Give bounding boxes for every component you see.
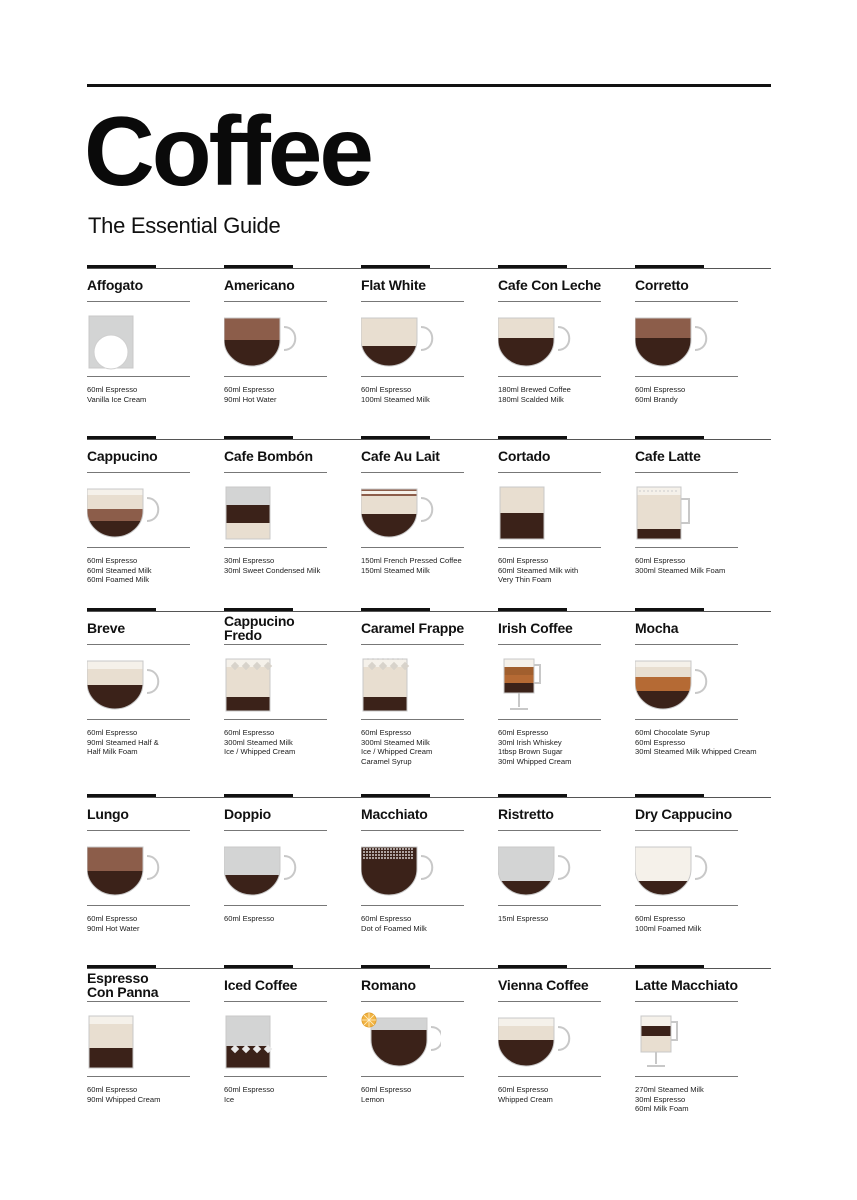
card-rule	[224, 376, 327, 377]
card-tab	[361, 608, 430, 611]
ingredient-line: 60ml Milk Foam	[635, 1104, 689, 1114]
ingredient-list	[635, 385, 775, 404]
card-rule	[361, 547, 464, 548]
drink-card	[87, 611, 224, 791]
drink-name: Cortado	[498, 448, 551, 464]
drink-name: Cafe Latte	[635, 448, 701, 464]
ingredient-line: 60ml Espresso	[498, 556, 549, 565]
card-rule	[498, 301, 601, 302]
ingredient-line: 30ml Steamed Milk Whipped Cream	[635, 747, 757, 757]
ingredient-list	[224, 728, 364, 757]
latte-macchiato-glass-icon	[635, 1010, 715, 1074]
ingredient-line: 150ml French Pressed Coffee	[361, 556, 462, 565]
drink-card	[224, 968, 361, 1148]
card-rule	[635, 301, 738, 302]
drink-name: Affogato	[87, 277, 143, 293]
drink-card	[361, 611, 498, 791]
iced-coffee-glass-icon	[224, 1010, 304, 1074]
ingredient-line: Half Milk Foam	[87, 747, 138, 757]
ingredient-line: 180ml Brewed Coffee	[498, 385, 571, 394]
card-rule	[224, 905, 327, 906]
drink-name: Cafe Con Leche	[498, 277, 601, 293]
card-rule	[87, 301, 190, 302]
ingredient-line: 60ml Espresso	[361, 914, 412, 923]
ingredient-list	[635, 1085, 775, 1114]
drink-name: Latte Macchiato	[635, 977, 738, 993]
ingredient-line: Very Thin Foam	[498, 575, 552, 585]
card-rule	[635, 547, 738, 548]
card-rule	[635, 719, 738, 720]
cafe-latte-mug-icon	[635, 481, 715, 545]
ingredient-line: 60ml Espresso	[224, 1085, 275, 1094]
card-rule	[361, 644, 464, 645]
drink-card	[635, 268, 772, 448]
drink-name: Macchiato	[361, 806, 428, 822]
espresso-con-panna-glass-icon	[87, 1010, 167, 1074]
ingredient-line: 150ml Steamed Milk	[361, 565, 430, 575]
ingredient-line: 100ml Steamed Milk	[361, 394, 430, 404]
ingredient-line: 180ml Scalded Milk	[498, 394, 564, 404]
card-tab	[224, 436, 293, 439]
drink-name: Mocha	[635, 620, 679, 636]
ingredient-list	[361, 728, 501, 766]
card-rule	[87, 472, 190, 473]
card-tab	[361, 436, 430, 439]
card-rule	[224, 830, 327, 831]
drink-card	[635, 968, 772, 1148]
card-tab	[87, 436, 156, 439]
card-tab	[498, 436, 567, 439]
card-rule	[635, 1001, 738, 1002]
ingredient-line: Ice	[224, 1094, 235, 1104]
drink-card	[498, 439, 635, 619]
mocha-cup-icon	[635, 653, 715, 717]
card-rule	[87, 644, 190, 645]
corretto-cup-icon	[635, 310, 715, 374]
ingredient-list	[635, 728, 775, 757]
ingredient-list	[498, 385, 638, 404]
drink-name: Doppio	[224, 806, 272, 822]
card-rule	[361, 830, 464, 831]
drink-name: Caramel Frappe	[361, 620, 465, 636]
card-rule	[87, 905, 190, 906]
ingredient-list	[498, 1085, 638, 1104]
drink-name: Ristretto	[498, 806, 554, 822]
ingredient-list	[361, 914, 501, 933]
drink-name: Flat White	[361, 277, 426, 293]
card-rule	[498, 547, 601, 548]
affogato-glass-icon	[87, 310, 167, 374]
card-rule	[87, 1001, 190, 1002]
ingredient-line: 60ml Espresso	[498, 728, 549, 737]
card-rule	[498, 376, 601, 377]
drink-card	[361, 439, 498, 619]
card-rule	[224, 472, 327, 473]
drink-card	[224, 439, 361, 619]
ingredient-line: 15ml Espresso	[498, 914, 549, 923]
cafe-con-leche-cup-icon	[498, 310, 578, 374]
drink-card	[224, 268, 361, 448]
card-tab	[87, 265, 156, 268]
vienna-coffee-cup-icon	[498, 1010, 578, 1074]
card-rule	[87, 719, 190, 720]
drink-name: Lungo	[87, 806, 129, 822]
ingredient-line: Ice / Whipped Cream	[224, 747, 296, 757]
ingredient-list	[361, 556, 501, 575]
ingredient-list	[224, 385, 364, 404]
breve-cup-icon	[87, 653, 167, 717]
ingredient-line: 60ml Espresso	[635, 385, 686, 394]
ingredient-line: 30ml Sweet Condensed Milk	[224, 565, 321, 575]
ingredient-line: 30ml Espresso	[224, 556, 275, 565]
card-tab	[635, 265, 704, 268]
card-rule	[498, 1076, 601, 1077]
drink-card	[224, 797, 361, 977]
ingredient-line: 90ml Hot Water	[87, 923, 140, 933]
card-rule	[498, 1001, 601, 1002]
cappucino-fredo-glass-icon	[224, 653, 304, 717]
ingredient-line: 60ml Chocolate Syrup	[635, 728, 710, 737]
ingredient-list	[87, 728, 227, 757]
ingredient-line: 60ml Espresso	[87, 385, 138, 394]
flat-white-cup-icon	[361, 310, 441, 374]
card-rule	[87, 830, 190, 831]
drink-card	[498, 968, 635, 1148]
page-subtitle: The Essential Guide	[88, 213, 281, 238]
card-tab	[87, 965, 156, 968]
drink-name: Americano	[224, 277, 295, 293]
ingredient-line: Ice / Whipped Cream	[361, 747, 433, 757]
caramel-frappe-glass-icon	[361, 653, 441, 717]
ingredient-line: 100ml Foamed Milk	[635, 923, 702, 933]
ingredient-line: 300ml Steamed Milk Foam	[635, 565, 726, 575]
card-rule	[224, 719, 327, 720]
drink-name: Cafe Au Lait	[361, 448, 440, 464]
ingredient-line: 60ml Espresso	[635, 914, 686, 923]
ingredient-line: 90ml Whipped Cream	[87, 1094, 161, 1104]
ingredient-line: Whipped Cream	[498, 1094, 553, 1104]
card-rule	[498, 905, 601, 906]
cortado-glass-icon	[498, 481, 578, 545]
ingredient-line: Caramel Syrup	[361, 756, 412, 766]
ingredient-line: 300ml Steamed Milk	[224, 737, 293, 747]
ingredient-line: Dot of Foamed Milk	[361, 923, 427, 933]
card-rule	[361, 719, 464, 720]
card-tab	[635, 436, 704, 439]
card-tab	[635, 794, 704, 797]
ingredient-line: 60ml Espresso	[224, 914, 275, 923]
card-tab	[224, 965, 293, 968]
card-rule	[87, 1076, 190, 1077]
ingredient-line: 60ml Espresso	[224, 385, 275, 394]
drink-name: Breve	[87, 620, 125, 636]
ingredient-line: 60ml Espresso	[87, 556, 138, 565]
card-tab	[87, 608, 156, 611]
ingredient-list	[87, 1085, 227, 1104]
card-rule	[635, 376, 738, 377]
page-title: Coffee	[84, 96, 371, 206]
card-tab	[87, 794, 156, 797]
drink-card	[224, 611, 361, 791]
drink-name: Irish Coffee	[498, 620, 573, 636]
drink-card	[361, 268, 498, 448]
card-rule	[224, 547, 327, 548]
card-tab	[635, 965, 704, 968]
ingredient-list	[498, 556, 638, 585]
ingredient-line: 270ml Steamed Milk	[635, 1085, 704, 1094]
card-rule	[498, 719, 601, 720]
ingredient-line: 60ml Espresso	[361, 1085, 412, 1094]
card-rule	[498, 472, 601, 473]
ingredient-list	[224, 914, 364, 924]
ingredient-list	[361, 385, 501, 404]
drink-card	[87, 439, 224, 619]
ingredient-list	[224, 1085, 364, 1104]
card-rule	[224, 1001, 327, 1002]
ingredient-line: 30ml Irish Whiskey	[498, 737, 562, 747]
top-rule	[87, 84, 771, 87]
card-rule	[635, 472, 738, 473]
ingredient-line: 90ml Steamed Half &	[87, 737, 159, 747]
card-tab	[224, 794, 293, 797]
drink-name: Cafe Bombón	[224, 448, 313, 464]
ingredient-line: 60ml Espresso	[498, 1085, 549, 1094]
drink-name: Vienna Coffee	[498, 977, 589, 993]
ingredient-list	[87, 385, 227, 404]
card-rule	[361, 376, 464, 377]
ingredient-line: 60ml Brandy	[635, 394, 678, 404]
drink-name: Cappucino	[87, 448, 158, 464]
drink-card	[635, 611, 772, 791]
ingredient-line: 60ml Espresso	[635, 556, 686, 565]
ingredient-line: Lemon	[361, 1094, 385, 1104]
ristretto-cup-icon	[498, 839, 578, 903]
romano-cup-icon	[361, 1010, 441, 1074]
drink-name: Romano	[361, 977, 416, 993]
ingredient-line: 60ml Espresso	[361, 728, 412, 737]
ingredient-line: 60ml Espresso	[87, 728, 138, 737]
card-rule	[635, 905, 738, 906]
card-tab	[498, 608, 567, 611]
drink-card	[635, 797, 772, 977]
drink-card	[361, 968, 498, 1148]
ingredient-list	[224, 556, 364, 575]
ingredient-line: Vanilla Ice Cream	[87, 394, 147, 404]
drink-name: Dry Cappucino	[635, 806, 732, 822]
card-rule	[635, 830, 738, 831]
card-rule	[87, 376, 190, 377]
ingredient-line: 30ml Whipped Cream	[498, 756, 572, 766]
drink-name: Cappucino Fredo	[224, 613, 295, 643]
card-rule	[635, 1076, 738, 1077]
card-tab	[498, 265, 567, 268]
card-tab	[361, 965, 430, 968]
ingredient-list	[361, 1085, 501, 1104]
ingredient-line: 1tbsp Brown Sugar	[498, 747, 563, 757]
dry-cappucino-cup-icon	[635, 839, 715, 903]
card-tab	[224, 265, 293, 268]
ingredient-line: 60ml Steamed Milk with	[498, 565, 579, 575]
card-tab	[361, 794, 430, 797]
ingredient-list	[498, 914, 638, 924]
cafe-bombon-glass-icon	[224, 481, 304, 545]
drink-name: Espresso Con Panna	[87, 970, 159, 1000]
macchiato-cup-icon	[361, 839, 441, 903]
card-rule	[224, 301, 327, 302]
americano-cup-icon	[224, 310, 304, 374]
ingredient-line: 60ml Espresso	[361, 385, 412, 394]
ingredient-list	[498, 728, 638, 766]
ingredient-line: 60ml Espresso	[635, 737, 686, 747]
ingredient-line: 90ml Hot Water	[224, 394, 277, 404]
card-tab	[635, 608, 704, 611]
ingredient-line: 30ml Espresso	[635, 1094, 686, 1104]
cappucino-cup-icon	[87, 481, 167, 545]
ingredient-list	[635, 914, 775, 933]
card-tab	[498, 965, 567, 968]
irish-coffee-glass-icon	[498, 653, 578, 717]
card-tab	[498, 794, 567, 797]
doppio-cup-icon	[224, 839, 304, 903]
ingredient-line: 60ml Espresso	[87, 1085, 138, 1094]
drink-card	[498, 268, 635, 448]
card-rule	[361, 472, 464, 473]
drink-card	[87, 268, 224, 448]
cafe-au-lait-cup-icon	[361, 481, 441, 545]
ingredient-line: 60ml Foamed Milk	[87, 575, 150, 585]
card-rule	[224, 1076, 327, 1077]
drink-name: Corretto	[635, 277, 689, 293]
ingredient-list	[87, 914, 227, 933]
card-rule	[224, 644, 327, 645]
card-tab	[361, 265, 430, 268]
lungo-cup-icon	[87, 839, 167, 903]
ingredient-list	[87, 556, 227, 585]
card-rule	[361, 301, 464, 302]
ingredient-line: 60ml Espresso	[87, 914, 138, 923]
drink-card	[361, 797, 498, 977]
ingredient-line: 60ml Espresso	[224, 728, 275, 737]
ingredient-line: 300ml Steamed Milk	[361, 737, 430, 747]
card-rule	[498, 830, 601, 831]
card-tab	[224, 608, 293, 611]
drink-card	[635, 439, 772, 619]
ingredient-line: 60ml Steamed Milk	[87, 565, 152, 575]
drink-card	[498, 797, 635, 977]
drink-card	[498, 611, 635, 791]
card-rule	[361, 905, 464, 906]
drink-name: Iced Coffee	[224, 977, 298, 993]
drink-card	[87, 968, 224, 1148]
card-rule	[498, 644, 601, 645]
drink-card	[87, 797, 224, 977]
card-rule	[361, 1001, 464, 1002]
card-rule	[635, 644, 738, 645]
card-rule	[87, 547, 190, 548]
ingredient-list	[635, 556, 775, 575]
card-rule	[361, 1076, 464, 1077]
